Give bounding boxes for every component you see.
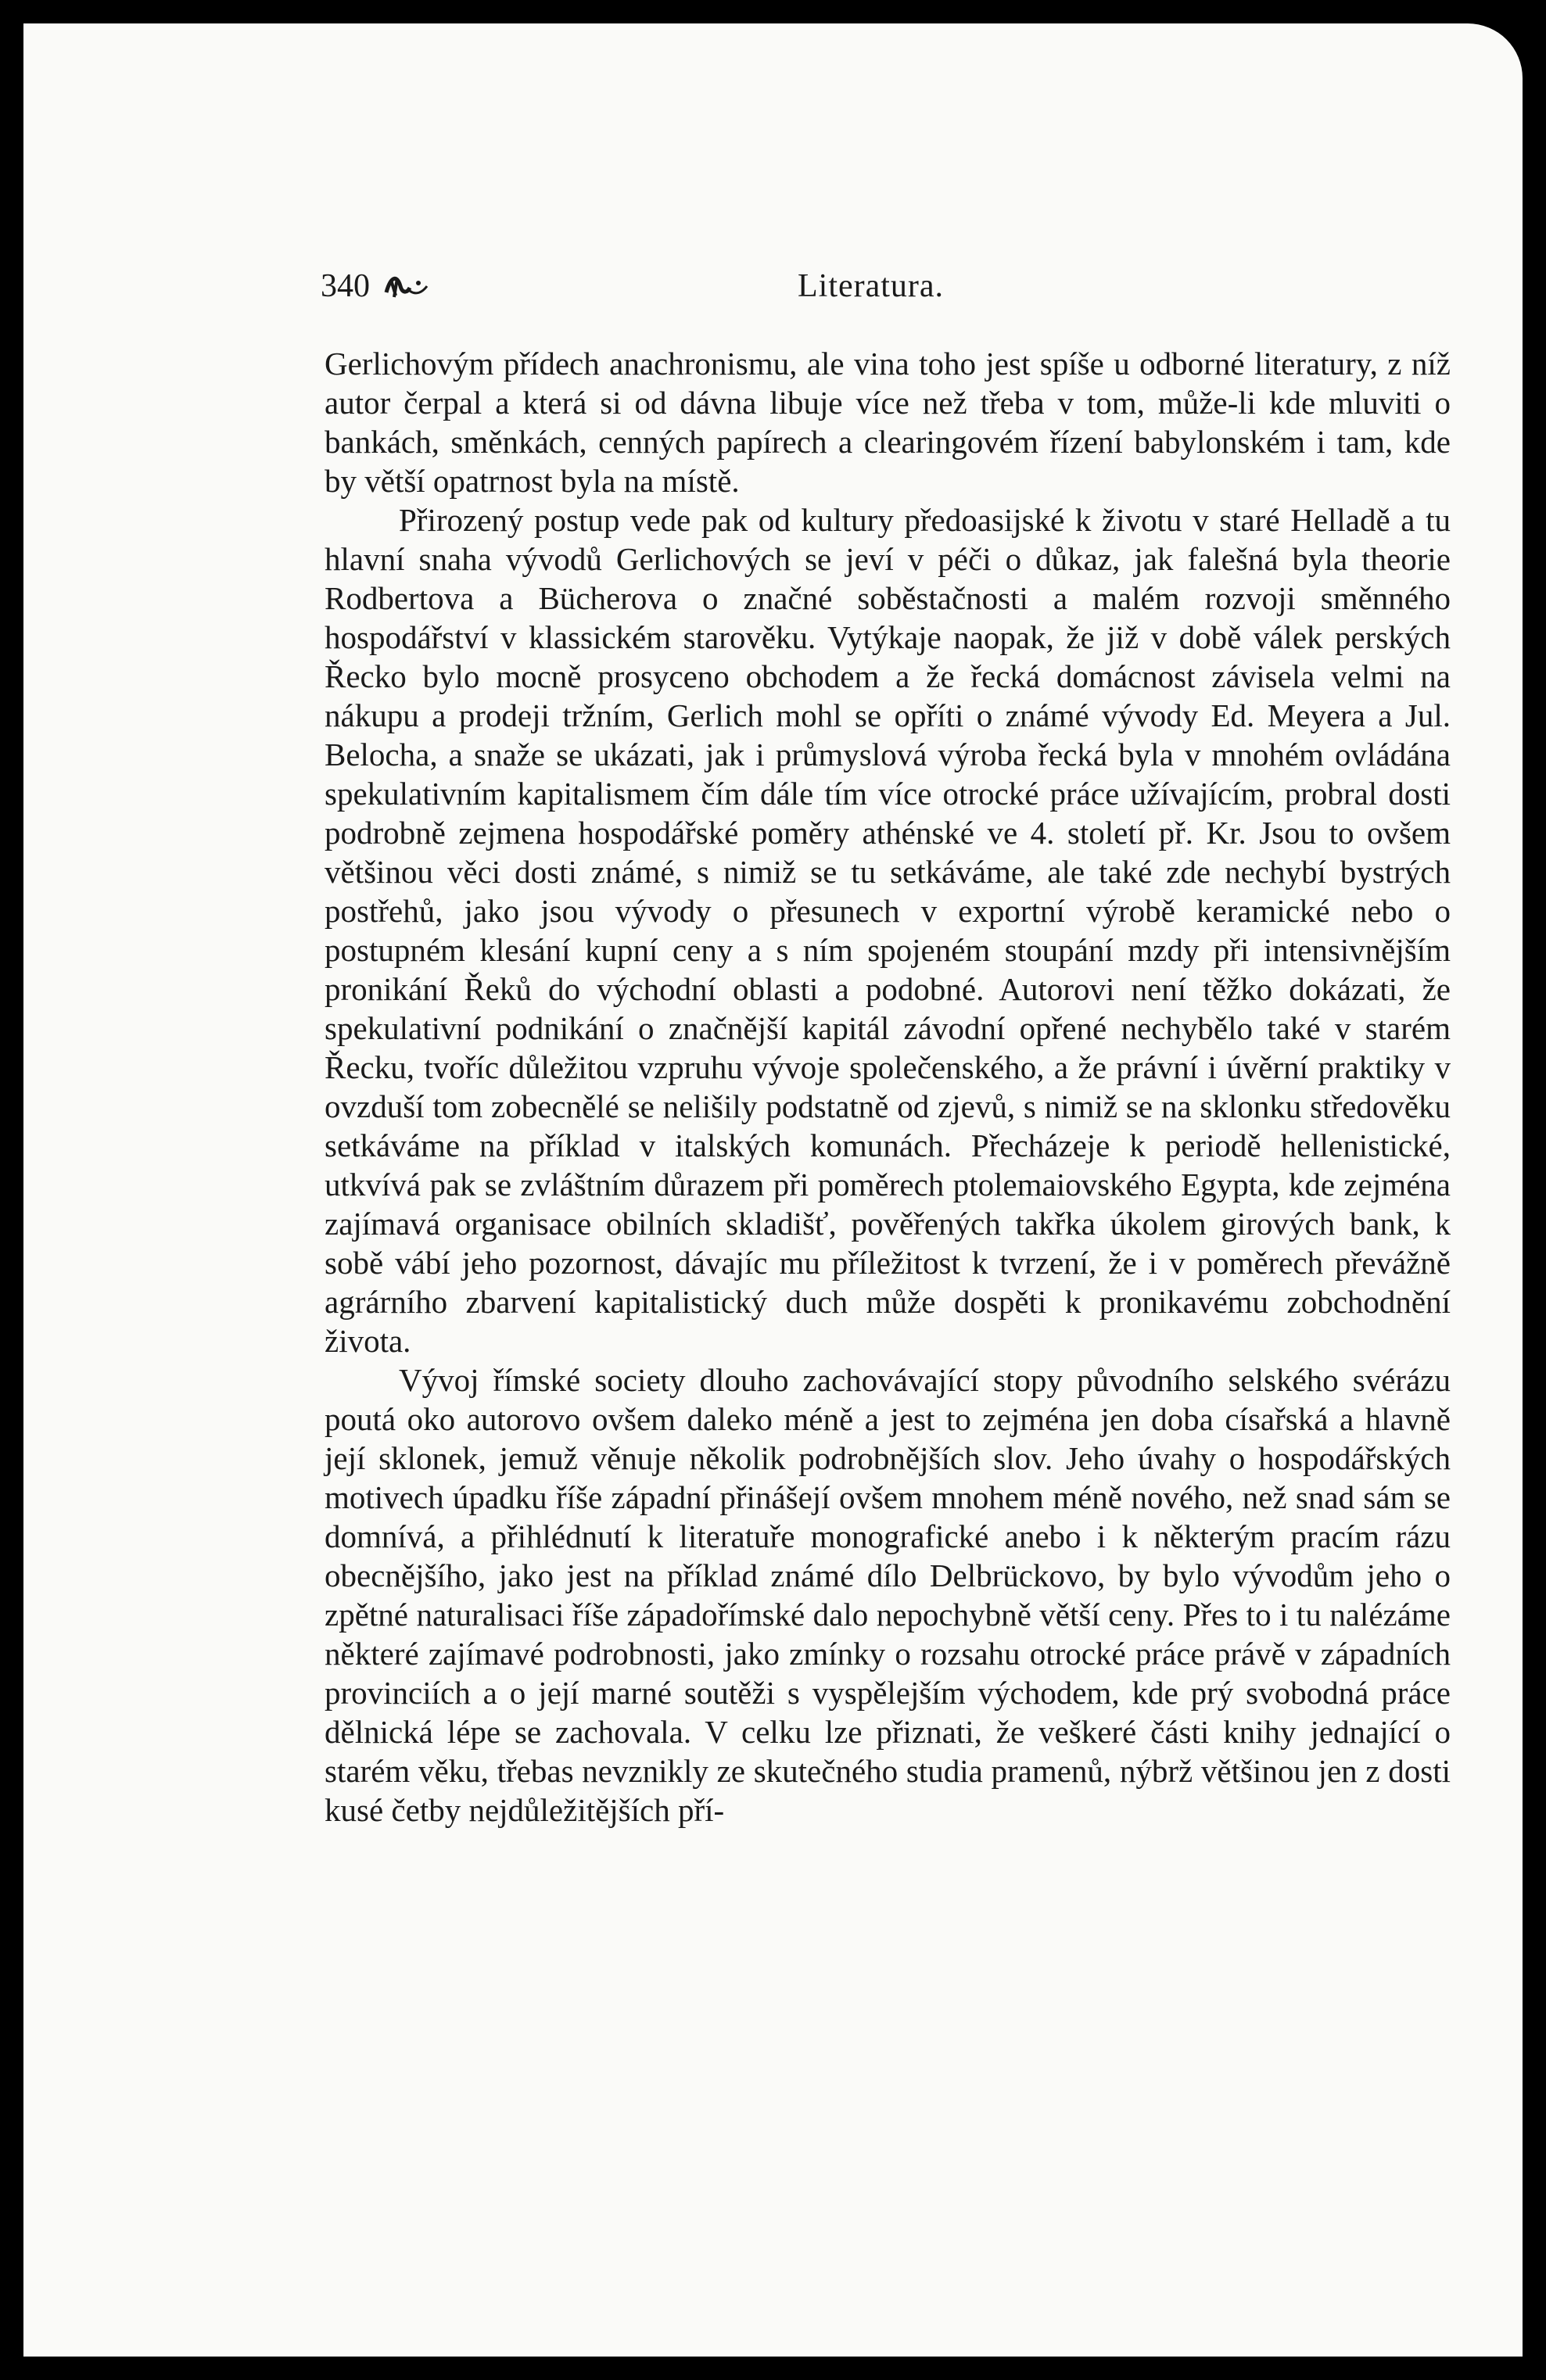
page-header	[321, 267, 1455, 314]
page-number: 340	[321, 268, 370, 304]
ornament-icon	[383, 269, 430, 300]
paragraph: Gerlichovým přídech anachronismu, ale vina toho jest spíše u odborné literatury, z níž autor čerpal a která si od dávna libuje více než třeba v tom, může-li kde mluviti o bankách, směnkách, cenných papírech a clearingovém řízení babylonském i tam, kde by větší opatrnost byla na místě.	[325, 346, 1451, 499]
body-text	[325, 344, 1451, 1830]
paragraph: Přirozený postup vede pak od kultury předoasijské k životu v staré Helladě a tu hlavní snaha vývodů Gerlichových se jeví v péči o důkaz, jak falešná byla theorie Rodbertova a Bücherova o značné soběstačnosti a malém rozvoji směnného hospodářství v klassickém starověku. Vytýkaje naopak, že již v době válek perských Řecko bylo mocně prosyceno obchodem a že řecká domácnost závisela velmi na nákupu a prodeji tržním, Gerlich mohl se opříti o známé vývody Ed. Meyera a Jul. Belocha, a snaže se ukázati, jak i průmyslová výroba řecká byla v mnohém ovládána spekulativním kapitalismem čím dále tím více otrocké práce užívajícím, probral dosti podrobně zejmena hospodářské poměry athénské ve 4. století př. Kr. Jsou to ovšem většinou věci dosti známé, s nimiž se tu setkáváme, ale také zde nechybí bystrých postřehů, jako jsou vývody o přesunech v exportní výrobě keramické nebo o postupném klesání kupní ceny a s ním spojeném stoupání mzdy při intensivnějším pronikání Řeků do východní oblasti a podobné. Autorovi není těžko dokázati, že spekulativní podnikání o značnější kapitál závodní opřené nechybělo také v starém Řecku, tvoříc důležitou vzpruhu vývoje společenského, a že právní i úvěrní praktiky v ovzduší tom zobecnělé se nelišily podstatně od zjevů, s nimiž se na sklonku středověku setkáváme na příklad v italských komunách. Přecházeje k periodě hellenistické, utkvívá pak se zvláštním důrazem při poměrech ptolemaiovského Egypta, kde zejména zajímavá organisace obilních skladišť, pověřených takřka úkolem girových bank, k sobě vábí jeho pozornost, dávajíc mu příležitost k tvrzení, že i v poměrech převážně agrárního zbarvení kapitalistický duch může dospěti k pronikavému zobchodnění života.	[325, 502, 1451, 1359]
running-title: Literatura.	[798, 268, 945, 304]
book-page	[23, 23, 1523, 2357]
paragraph: Vývoj římské society dlouho zachovávající stopy původního selského svérázu poutá oko autorovo ovšem daleko méně a jest to zejména jen doba císařská a hlavně její sklonek, jemuž věnuje několik podrobnějších slov. Jeho úvahy o hospodářských motivech úpadku říše západní přinášejí ovšem mnohem méně nového, než snad sám se domnívá, a přihlédnutí k literatuře monografické anebo i k některým pracím rázu obecnějšího, jako jest na příklad známé dílo Delbrückovo, by bylo vývodům jeho o zpětné naturalisaci říše západořímské dalo nepochybně větší ceny. Přes to i tu nalézáme některé zajímavé podrobnosti, jako zmínky o rozsahu otrocké práce právě v západních provinciích a o její marné soutěži s vyspělejším východem, kde prý svobodná práce dělnická lépe se zachovala. V celku lze přiznati, že veškeré části knihy jednající o starém věku, třebas nevznikly ze skutečného studia pramenů, nýbrž většinou jen z dosti kusé četby nejdůležitějších pří-	[325, 1362, 1451, 1828]
